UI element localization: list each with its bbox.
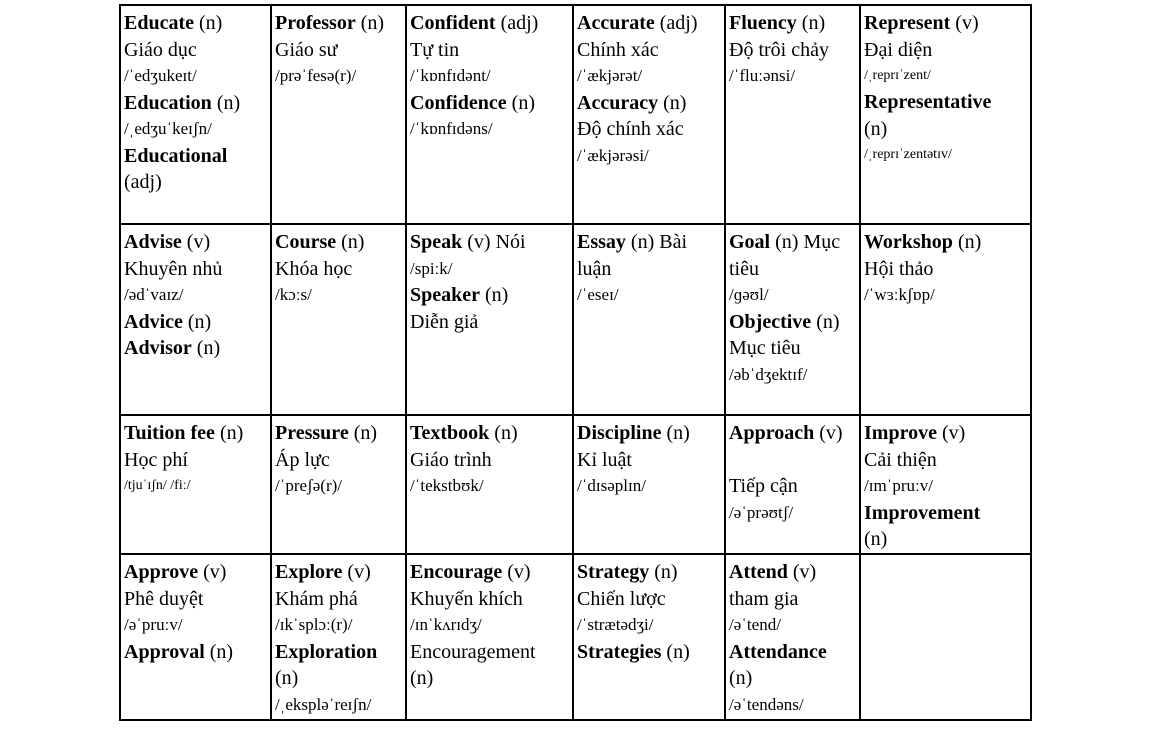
- pronunciation: /ɪkˈsplɔː(r)/: [275, 615, 353, 634]
- meaning-text: Chính xác: [577, 38, 659, 61]
- pronunciation: /əˈpruːv/: [124, 615, 183, 634]
- meaning-text: Khóa học: [275, 257, 353, 280]
- vocab-headword-line: [577, 10, 722, 37]
- pronunciation: /ˌreprɪˈzentətɪv/: [864, 147, 952, 162]
- vocab-word: Explore: [275, 561, 343, 583]
- meaning-text: Khuyên nhủ: [124, 257, 223, 280]
- vocab-word: Encourage: [410, 561, 503, 583]
- meaning-text: Kỉ luật: [577, 448, 632, 471]
- vocab-word: Fluency: [729, 12, 797, 34]
- vocab-word: Approach: [729, 422, 815, 444]
- part-of-speech: (n): [489, 422, 518, 444]
- vocab-word: Confidence: [410, 91, 507, 114]
- meaning-text: (n): [275, 667, 299, 689]
- meaning-text: Giáo sư: [275, 38, 338, 61]
- vocab-word: Accurate: [577, 12, 655, 34]
- pronunciation: /ˈstrætədʒi/: [577, 615, 654, 634]
- vocab-headword-line: [124, 229, 268, 256]
- vocab-headword-line: [864, 500, 1028, 527]
- pronunciation: /ˈækjərət/: [577, 66, 643, 85]
- pronunciation: /ɪmˈpruːv/: [864, 476, 933, 495]
- part-of-speech: (n): [355, 12, 385, 34]
- vocab-cell: [725, 554, 860, 720]
- vocab-word: Represent: [864, 12, 951, 34]
- vocab-headword-line: [864, 10, 1028, 37]
- pronunciation: /ɪnˈkʌrɪdʒ/: [410, 615, 482, 634]
- vocab-word: Strategies: [577, 640, 662, 663]
- meaning-text: Độ chính xác: [577, 118, 684, 140]
- pronunciation: /ˌedʒuˈkeɪʃn/: [124, 119, 212, 138]
- meaning-text: Độ trôi chảy: [729, 38, 829, 61]
- pronunciation: /tjuˈɪʃn/ /fiː/: [124, 478, 191, 493]
- vocab-cell: [860, 5, 1031, 224]
- pronunciation: /ˈækjərəsi/: [577, 145, 649, 165]
- vocab-headword-line: [275, 229, 403, 256]
- vocab-cell: [860, 415, 1031, 554]
- part-of-speech: (v): [950, 12, 979, 34]
- vocab-cell: [120, 415, 271, 554]
- part-of-speech: (v): [502, 561, 531, 583]
- vocab-headword-line: [124, 143, 268, 170]
- vocab-headword-line: [124, 309, 268, 336]
- part-of-speech: (n): [480, 284, 509, 306]
- vocab-word: Representative: [864, 91, 992, 113]
- vocab-word: Advice: [124, 310, 183, 333]
- table-row: [120, 5, 1031, 224]
- meaning-text: Hội thảo: [864, 257, 934, 280]
- meaning-text: Cải thiện: [864, 448, 937, 471]
- meaning-text: Tự tin: [410, 38, 460, 61]
- part-of-speech: (n): [182, 310, 212, 333]
- vocab-cell: [573, 224, 725, 415]
- pronunciation: /əˈtend/: [729, 615, 781, 634]
- vocab-headword-line: [275, 639, 403, 666]
- vocab-word: Goal: [729, 231, 771, 253]
- vocab-cell: [860, 554, 1031, 720]
- vocab-headword-line: [275, 10, 403, 37]
- vocab-headword-line: [124, 420, 268, 447]
- vocab-cell: [725, 415, 860, 554]
- meaning-text: Đại diện: [864, 38, 933, 61]
- part-of-speech: (n) Bài: [625, 231, 687, 253]
- pronunciation: /ˈkɒnfɪdəns/: [410, 119, 493, 138]
- table-row: [120, 554, 1031, 720]
- pronunciation: /ˈeseɪ/: [577, 285, 619, 304]
- part-of-speech: (n): [661, 640, 690, 663]
- part-of-speech: (adj): [495, 12, 539, 34]
- meaning-text: Giáo dục: [124, 38, 197, 61]
- pronunciation: /ˈedʒukeɪt/: [124, 66, 197, 85]
- pronunciation: /kɔːs/: [275, 285, 312, 304]
- vocab-cell: [725, 224, 860, 415]
- meaning-text: Khám phá: [275, 587, 358, 610]
- vocab-headword-line: [577, 90, 722, 117]
- vocab-cell: [573, 415, 725, 554]
- vocab-cell: [406, 5, 573, 224]
- vocab-word: Strategy: [577, 561, 650, 583]
- pronunciation: /əˈprəʊtʃ/: [729, 502, 794, 522]
- part-of-speech: (n): [811, 310, 840, 333]
- vocab-word: Speak: [410, 231, 463, 253]
- vocab-headword-line: [410, 420, 570, 447]
- vocab-headword-line: [275, 559, 403, 586]
- vocab-word: Essay: [577, 231, 626, 253]
- vocab-word: Exploration: [275, 640, 378, 663]
- vocab-headword-line: [124, 639, 268, 666]
- vocab-headword-line: [864, 229, 1028, 256]
- vocab-headword-line: [124, 90, 268, 117]
- meaning-text: (n): [864, 528, 888, 550]
- part-of-speech: (n): [336, 231, 365, 253]
- part-of-speech: (n): [191, 337, 221, 359]
- vocab-cell: [406, 415, 573, 554]
- vocab-headword-line: [577, 420, 722, 447]
- vocab-cell: [406, 554, 573, 720]
- vocab-headword-line: [124, 10, 268, 37]
- pronunciation: /ˌekspləˈreɪʃn/: [275, 694, 372, 714]
- vocab-headword-line: [124, 559, 268, 586]
- pronunciation: /əbˈdʒektɪf/: [729, 364, 808, 384]
- part-of-speech: (v): [198, 561, 227, 583]
- pronunciation: /ˈwɜːkʃɒp/: [864, 285, 935, 304]
- vocab-word: Pressure: [275, 422, 349, 444]
- vocab-word: Educational: [124, 144, 228, 167]
- vocab-word: Workshop: [864, 231, 953, 253]
- pronunciation: /ədˈvaɪz/: [124, 285, 184, 304]
- part-of-speech: (n): [204, 640, 234, 663]
- meaning-text: (n): [410, 667, 434, 689]
- vocab-headword-line: [729, 10, 857, 37]
- meaning-text: Chiến lược: [577, 587, 666, 610]
- vocabulary-table: [119, 4, 1032, 721]
- part-of-speech: (n): [658, 91, 687, 114]
- meaning-text: tham gia: [729, 587, 799, 610]
- vocab-word: Advise: [124, 231, 182, 253]
- meaning-text: (n): [864, 117, 888, 140]
- part-of-speech: (n): [649, 561, 678, 583]
- part-of-speech: (v): [814, 422, 843, 444]
- part-of-speech: (n): [506, 91, 535, 114]
- vocab-cell: [271, 5, 406, 224]
- vocab-word: Discipline: [577, 422, 662, 444]
- pronunciation: /ˈtekstbʊk/: [410, 476, 484, 495]
- vocab-cell: [271, 554, 406, 720]
- vocab-word: Objective: [729, 310, 812, 333]
- vocab-word: Accuracy: [577, 91, 659, 114]
- pronunciation: /spiːk/: [410, 258, 453, 278]
- vocab-headword-line: [410, 282, 570, 309]
- pronunciation: /ˌreprɪˈzent/: [864, 68, 931, 83]
- vocab-headword-line: [410, 90, 570, 117]
- meaning-text: tiêu: [729, 257, 759, 280]
- meaning-text: Áp lực: [275, 448, 330, 471]
- pronunciation: /ˈfluːənsi/: [729, 66, 796, 85]
- meaning-text: Học phí: [124, 448, 188, 471]
- vocab-cell: [271, 415, 406, 554]
- table-row: [120, 224, 1031, 415]
- part-of-speech: (n): [211, 91, 241, 114]
- part-of-speech: (v): [342, 561, 371, 583]
- meaning-text: (adj): [124, 171, 162, 193]
- vocab-headword-line: [275, 420, 403, 447]
- part-of-speech: (n): [952, 231, 982, 253]
- vocab-headword-line: [577, 229, 722, 256]
- part-of-speech: (v): [787, 561, 817, 583]
- part-of-speech: (v) Nói: [462, 231, 526, 253]
- part-of-speech: (v): [936, 422, 966, 444]
- pronunciation: /ɡəʊl/: [729, 285, 769, 304]
- vocab-headword-line: [729, 559, 857, 586]
- meaning-text: Mục tiêu: [729, 337, 801, 359]
- blank-line: [729, 447, 857, 474]
- vocab-headword-line: [577, 639, 722, 666]
- meaning-text: Phê duyệt: [124, 587, 204, 610]
- vocab-word: Attend: [729, 561, 788, 583]
- vocab-word: Speaker: [410, 284, 480, 306]
- vocab-cell: [725, 5, 860, 224]
- part-of-speech: (adj): [654, 12, 698, 34]
- vocab-cell: [120, 5, 271, 224]
- vocab-headword-line: [864, 420, 1028, 447]
- vocab-word: Educate: [124, 12, 194, 34]
- vocab-headword-line: [729, 639, 857, 666]
- vocab-word: Attendance: [729, 640, 827, 663]
- meaning-text: Giáo trình: [410, 448, 492, 471]
- vocab-word: Textbook: [410, 422, 490, 444]
- meaning-text: Khuyến khích: [410, 587, 523, 610]
- vocab-word: Improvement: [864, 501, 981, 524]
- vocab-cell: [271, 224, 406, 415]
- vocab-cell: [406, 224, 573, 415]
- pronunciation: /ˈkɒnfɪdənt/: [410, 66, 491, 85]
- vocab-cell: [860, 224, 1031, 415]
- meaning-text: Diễn giả: [410, 310, 479, 333]
- part-of-speech: (n): [194, 12, 223, 34]
- part-of-speech: (n): [661, 422, 690, 444]
- pronunciation: /əˈtendəns/: [729, 694, 804, 714]
- vocab-word: Advisor: [124, 337, 192, 359]
- vocab-word: Course: [275, 231, 337, 253]
- vocab-word: Education: [124, 91, 212, 114]
- vocab-word: Approval: [124, 640, 205, 663]
- part-of-speech: (n): [796, 12, 826, 34]
- pronunciation: /ˈdɪsəplɪn/: [577, 476, 646, 495]
- meaning-text: (n): [729, 667, 753, 689]
- vocab-word: Professor: [275, 12, 356, 34]
- vocab-headword-line: [410, 229, 570, 256]
- vocab-headword-line: [864, 89, 1028, 116]
- pronunciation: /ˈpreʃə(r)/: [275, 476, 343, 495]
- part-of-speech: (n): [214, 422, 244, 444]
- vocab-word: Improve: [864, 422, 937, 444]
- table-row: [120, 415, 1031, 554]
- meaning-text: luận: [577, 257, 612, 280]
- vocab-headword-line: [410, 559, 570, 586]
- meaning-text: Tiếp cận: [729, 475, 798, 497]
- vocab-cell: [120, 224, 271, 415]
- vocab-cell: [573, 5, 725, 224]
- part-of-speech: (n) Mục: [770, 231, 841, 253]
- vocab-headword-line: [577, 559, 722, 586]
- part-of-speech: (n): [348, 422, 378, 444]
- vocab-headword-line: [729, 229, 857, 256]
- vocab-cell: [120, 554, 271, 720]
- vocab-word: Approve: [124, 561, 199, 583]
- part-of-speech: (v): [181, 231, 211, 253]
- pronunciation: /prəˈfesə(r)/: [275, 66, 357, 85]
- vocab-word: Confident: [410, 12, 496, 34]
- vocab-headword-line: [729, 309, 857, 336]
- vocab-headword-line: [410, 10, 570, 37]
- vocab-headword-line: [124, 335, 268, 362]
- vocab-word: Tuition fee: [124, 422, 215, 444]
- vocab-cell: [573, 554, 725, 720]
- vocab-headword-line: [729, 420, 857, 447]
- meaning-text: Encouragement: [410, 640, 536, 663]
